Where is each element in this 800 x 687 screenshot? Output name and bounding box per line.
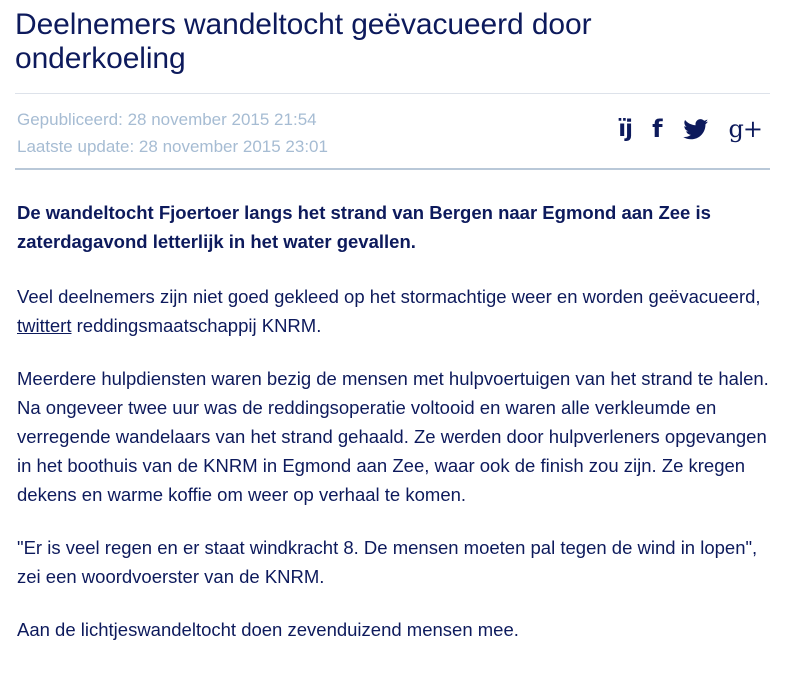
article-lead: De wandeltocht Fjoertoer langs het strand van Bergen naar Egmond aan Zee is zaterdagavond letterlijk in het water gevallen. <box>17 202 711 252</box>
divider <box>15 93 770 94</box>
article-meta <box>17 106 328 160</box>
article <box>15 0 770 640</box>
article-body <box>17 198 772 668</box>
nujij-icon[interactable] <box>618 115 633 142</box>
twitter-icon[interactable] <box>683 119 709 140</box>
facebook-label: f <box>652 115 663 143</box>
paragraph-3: "Er is veel regen en er staat windkracht 8. De mensen moeten pal tegen de wind in lopen", zei een woordvoerster van de KNRM. <box>17 537 758 587</box>
paragraph-1 <box>17 282 772 340</box>
paragraph-1-end: reddingsmaatschappij KNRM. <box>71 315 322 336</box>
paragraph-2: Meerdere hulpdiensten waren bezig de mensen met hulpvoertuigen van het strand te halen. Na ongeveer twee uur was de reddingsoperatie voltooid en waren alle verkleumde en verregende wandelaars van het strand gehaald. Ze werden door hulpverleners opgevangen in het boothuis van de KNRM in Egmond aan Zee, waar ook de finish zou zijn. Ze kregen dekens en warme koffie om weer op verhaal te komen. <box>17 368 769 505</box>
paragraph-1-start: Veel deelnemers zijn niet goed gekleed op het stormachtige weer en worden geëvacueerd, <box>17 286 761 307</box>
nujij-label: ïj <box>618 115 633 142</box>
article-headline: Deelnemers wandeltocht geëvacueerd door onderkoeling <box>15 8 592 75</box>
share-bar <box>618 117 762 141</box>
google-plus-icon[interactable] <box>729 117 762 141</box>
updated-date: Laatste update: 28 november 2015 23:01 <box>17 137 328 156</box>
paragraph-4: Aan de lichtjeswandeltocht doen zevenduizend mensen mee. <box>17 619 519 640</box>
google-plus-label: g+ <box>728 115 762 143</box>
facebook-icon[interactable] <box>652 117 662 141</box>
published-date: Gepubliceerd: 28 november 2015 21:54 <box>17 110 317 129</box>
meta-divider <box>15 168 770 170</box>
twittert-link[interactable]: twittert <box>17 315 72 336</box>
